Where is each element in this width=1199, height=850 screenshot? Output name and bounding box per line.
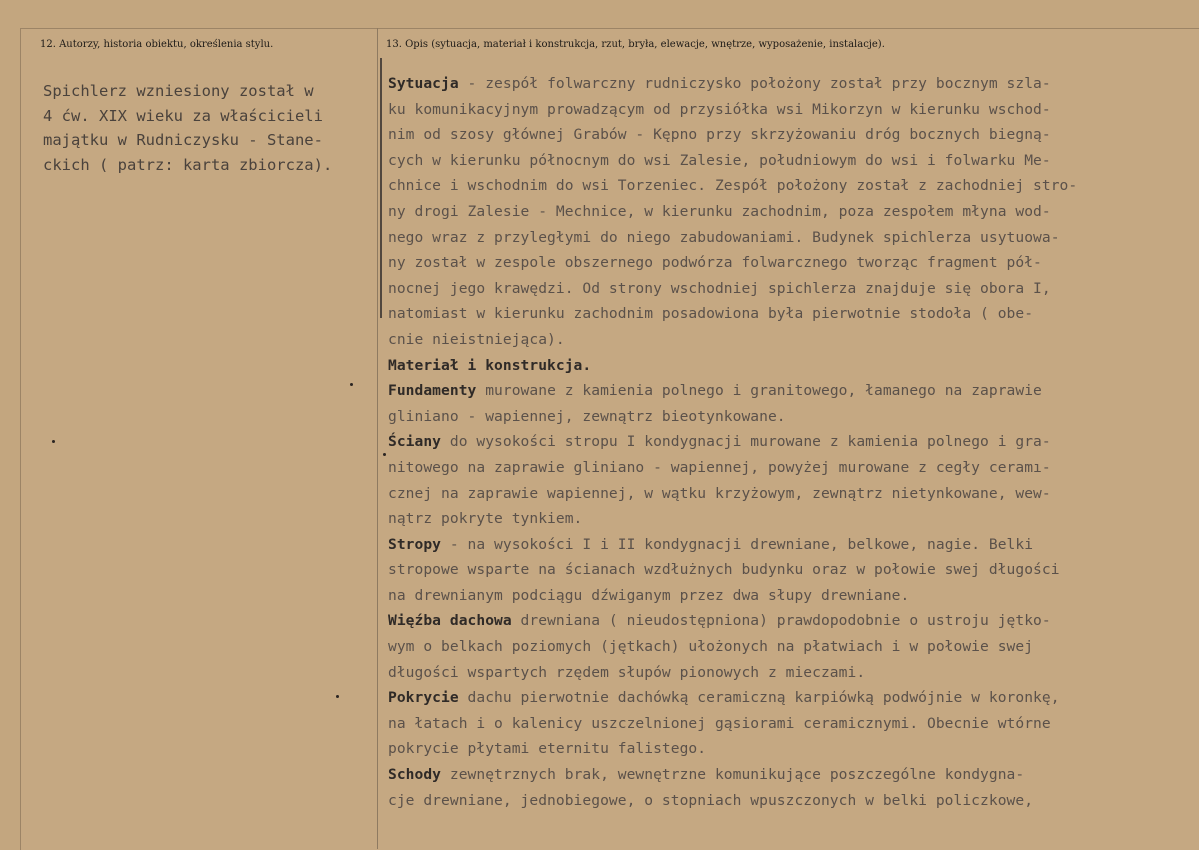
description-text-run: murowane z kamienia polnego i granitowego, łamanego na zaprawie (476, 382, 1042, 400)
subsection-label: Fundamenty (388, 382, 477, 400)
description-text-run: chnice i wschodnim do wsi Torzeniec. Zespół położony został z zachodniej stro- (388, 177, 1078, 195)
description-text-run: cznej na zaprawie wapiennej, w wątku krzyżowym, zewnątrz nietynkowane, wew- (388, 484, 1051, 502)
history-line: ckich ( patrz: karta zbiorcza). (43, 155, 333, 174)
description-line (388, 685, 1188, 711)
description-text-run: cnie nieistniejąca). (388, 330, 565, 348)
ink-speck (336, 695, 339, 698)
column-divider (377, 28, 378, 849)
description-line (388, 173, 1188, 199)
description-text-run: na drewnianym podciągu dźwiganym przez dwa słupy drewniane. (388, 586, 910, 604)
description-text-run: drewniana ( nieudostępniona) prawdopodobnie o ustroju jętko- (511, 612, 1051, 630)
description-line (388, 122, 1188, 148)
history-line: majątku w Rudniczysku - Stane- (43, 131, 323, 149)
description-line (388, 199, 1188, 225)
subsection-label: Pokrycie (388, 689, 459, 707)
description-text-run: do wysokości stropu I kondygnacji murowane z kamienia polnego i gra- (441, 433, 1051, 451)
description-line (388, 736, 1188, 762)
description-line (388, 353, 1188, 379)
description-text-run: na łatach i o kalenicy uszczelnionej gąsiorami ceramicznymi. Obecnie wtórne (388, 714, 1051, 732)
description-line (388, 429, 1188, 455)
description-line (388, 301, 1188, 327)
handwritten-margin-line (380, 58, 382, 318)
description-line (388, 378, 1188, 404)
subsection-label: Ściany (388, 433, 442, 451)
description-text-run: stropowe wsparte na ścianach wzdłużnych budynku oraz w połowie swej długości (388, 561, 1060, 579)
description-line (388, 71, 1188, 97)
section-13-heading: 13. Opis (sytuacja, materiał i konstrukcja, rzut, bryła, elewacje, wnętrze, wyposażenie, instalacje). (386, 39, 885, 50)
description-line (388, 455, 1188, 481)
description-text-run: nitowego na zaprawie gliniano - wapiennej, powyżej murowane z cegły ceramı- (388, 458, 1051, 476)
description-text-run: ny drogi Zalesie - Mechnice, w kierunku zachodnim, poza zespołem młyna wod- (388, 202, 1051, 220)
description-line (388, 327, 1188, 353)
description-text-run: pokrycie płytami eternitu falistego. (388, 740, 707, 758)
ink-speck (52, 440, 55, 443)
description-text-run: - na wysokości I i II kondygnacji drewniane, belkowe, nagie. Belki (441, 535, 1034, 553)
subsection-label: Sytuacja (388, 75, 459, 92)
description-text-run: nim od szosy głównej Grabów - Kępno przy skrzyżowaniu dróg bocznych biegną- (388, 126, 1051, 144)
section-12-heading: 12. Autorzy, historia obiektu, określenia stylu. (40, 39, 274, 50)
description-text-run: dachu pierwotnie dachówką ceramiczną karpiówką podwójnie w koronkę, (458, 689, 1060, 707)
description-text-run: natomiast w kierunku zachodnim posadowiona była pierwotnie stodoła ( obe- (388, 305, 1034, 323)
subsection-label: Więźba dachowa (388, 612, 512, 630)
history-line: 4 ćw. XIX wieku za właścicieli (43, 106, 323, 125)
description-line (388, 481, 1188, 507)
description-line (388, 608, 1188, 634)
description-line (388, 583, 1188, 609)
description-text-run: cych w kierunku północnym do wsi Zalesie, południowym do wsi i folwarku Me- (388, 151, 1051, 169)
history-text (43, 79, 373, 177)
description-line (388, 634, 1188, 660)
description-line (388, 506, 1188, 532)
description-line (388, 557, 1188, 583)
description-line (388, 660, 1188, 686)
subsection-label: Schody (388, 766, 442, 784)
description-line (388, 532, 1188, 558)
description-text-run: zewnętrznych brak, wewnętrzne komunikujące poszczególne kondygna- (441, 766, 1025, 784)
description-line (388, 97, 1188, 123)
description-text-run: długości wspartych rzędem słupów pionowych z mieczami. (388, 663, 866, 681)
description-line (388, 276, 1188, 302)
description-text-run: nocnej jego krawędzi. Od strony wschodniej spichlerza znajduje się obora I, (388, 279, 1051, 297)
description-text-run: nątrz pokryte tynkiem. (388, 510, 583, 528)
description-line (388, 250, 1188, 276)
description-text-run: nego wraz z przyległymi do niego zabudowaniami. Budynek spichlerza usytuowa- (388, 228, 1060, 246)
description-text-run: - zespół folwarczny rudniczysko położony został przy bocznym szla- (458, 75, 1051, 92)
description-text-run: ku komunikacyjnym prowadzącym od przysiółka wsi Mikorzyn w kierunku wschod- (388, 100, 1051, 118)
ink-speck (383, 453, 386, 456)
subsection-label: Stropy (388, 535, 442, 553)
description-text-run: cje drewniane, jednobiegowe, o stopniach wpuszczonych w belki policzkowe, (388, 791, 1034, 809)
description-line (388, 762, 1188, 788)
description-line (388, 225, 1188, 251)
description-line (388, 148, 1188, 174)
description-text-run: wym o belkach poziomych (jętkach) ułożonych na płatwiach i w połowie swej (388, 638, 1034, 656)
description-text-run: gliniano - wapiennej, zewnątrz bieotynkowane. (388, 407, 786, 425)
ink-speck (350, 383, 353, 386)
description-line (388, 404, 1188, 430)
description-text (388, 71, 1188, 813)
history-line: Spichlerz wzniesiony został w (43, 82, 314, 100)
description-line (388, 788, 1188, 814)
description-text-run: ny został w zespole obszernego podwórza folwarcznego tworząc fragment pół- (388, 254, 1042, 272)
description-line (388, 711, 1188, 737)
subsection-label: Materiał i konstrukcja. (388, 356, 592, 374)
